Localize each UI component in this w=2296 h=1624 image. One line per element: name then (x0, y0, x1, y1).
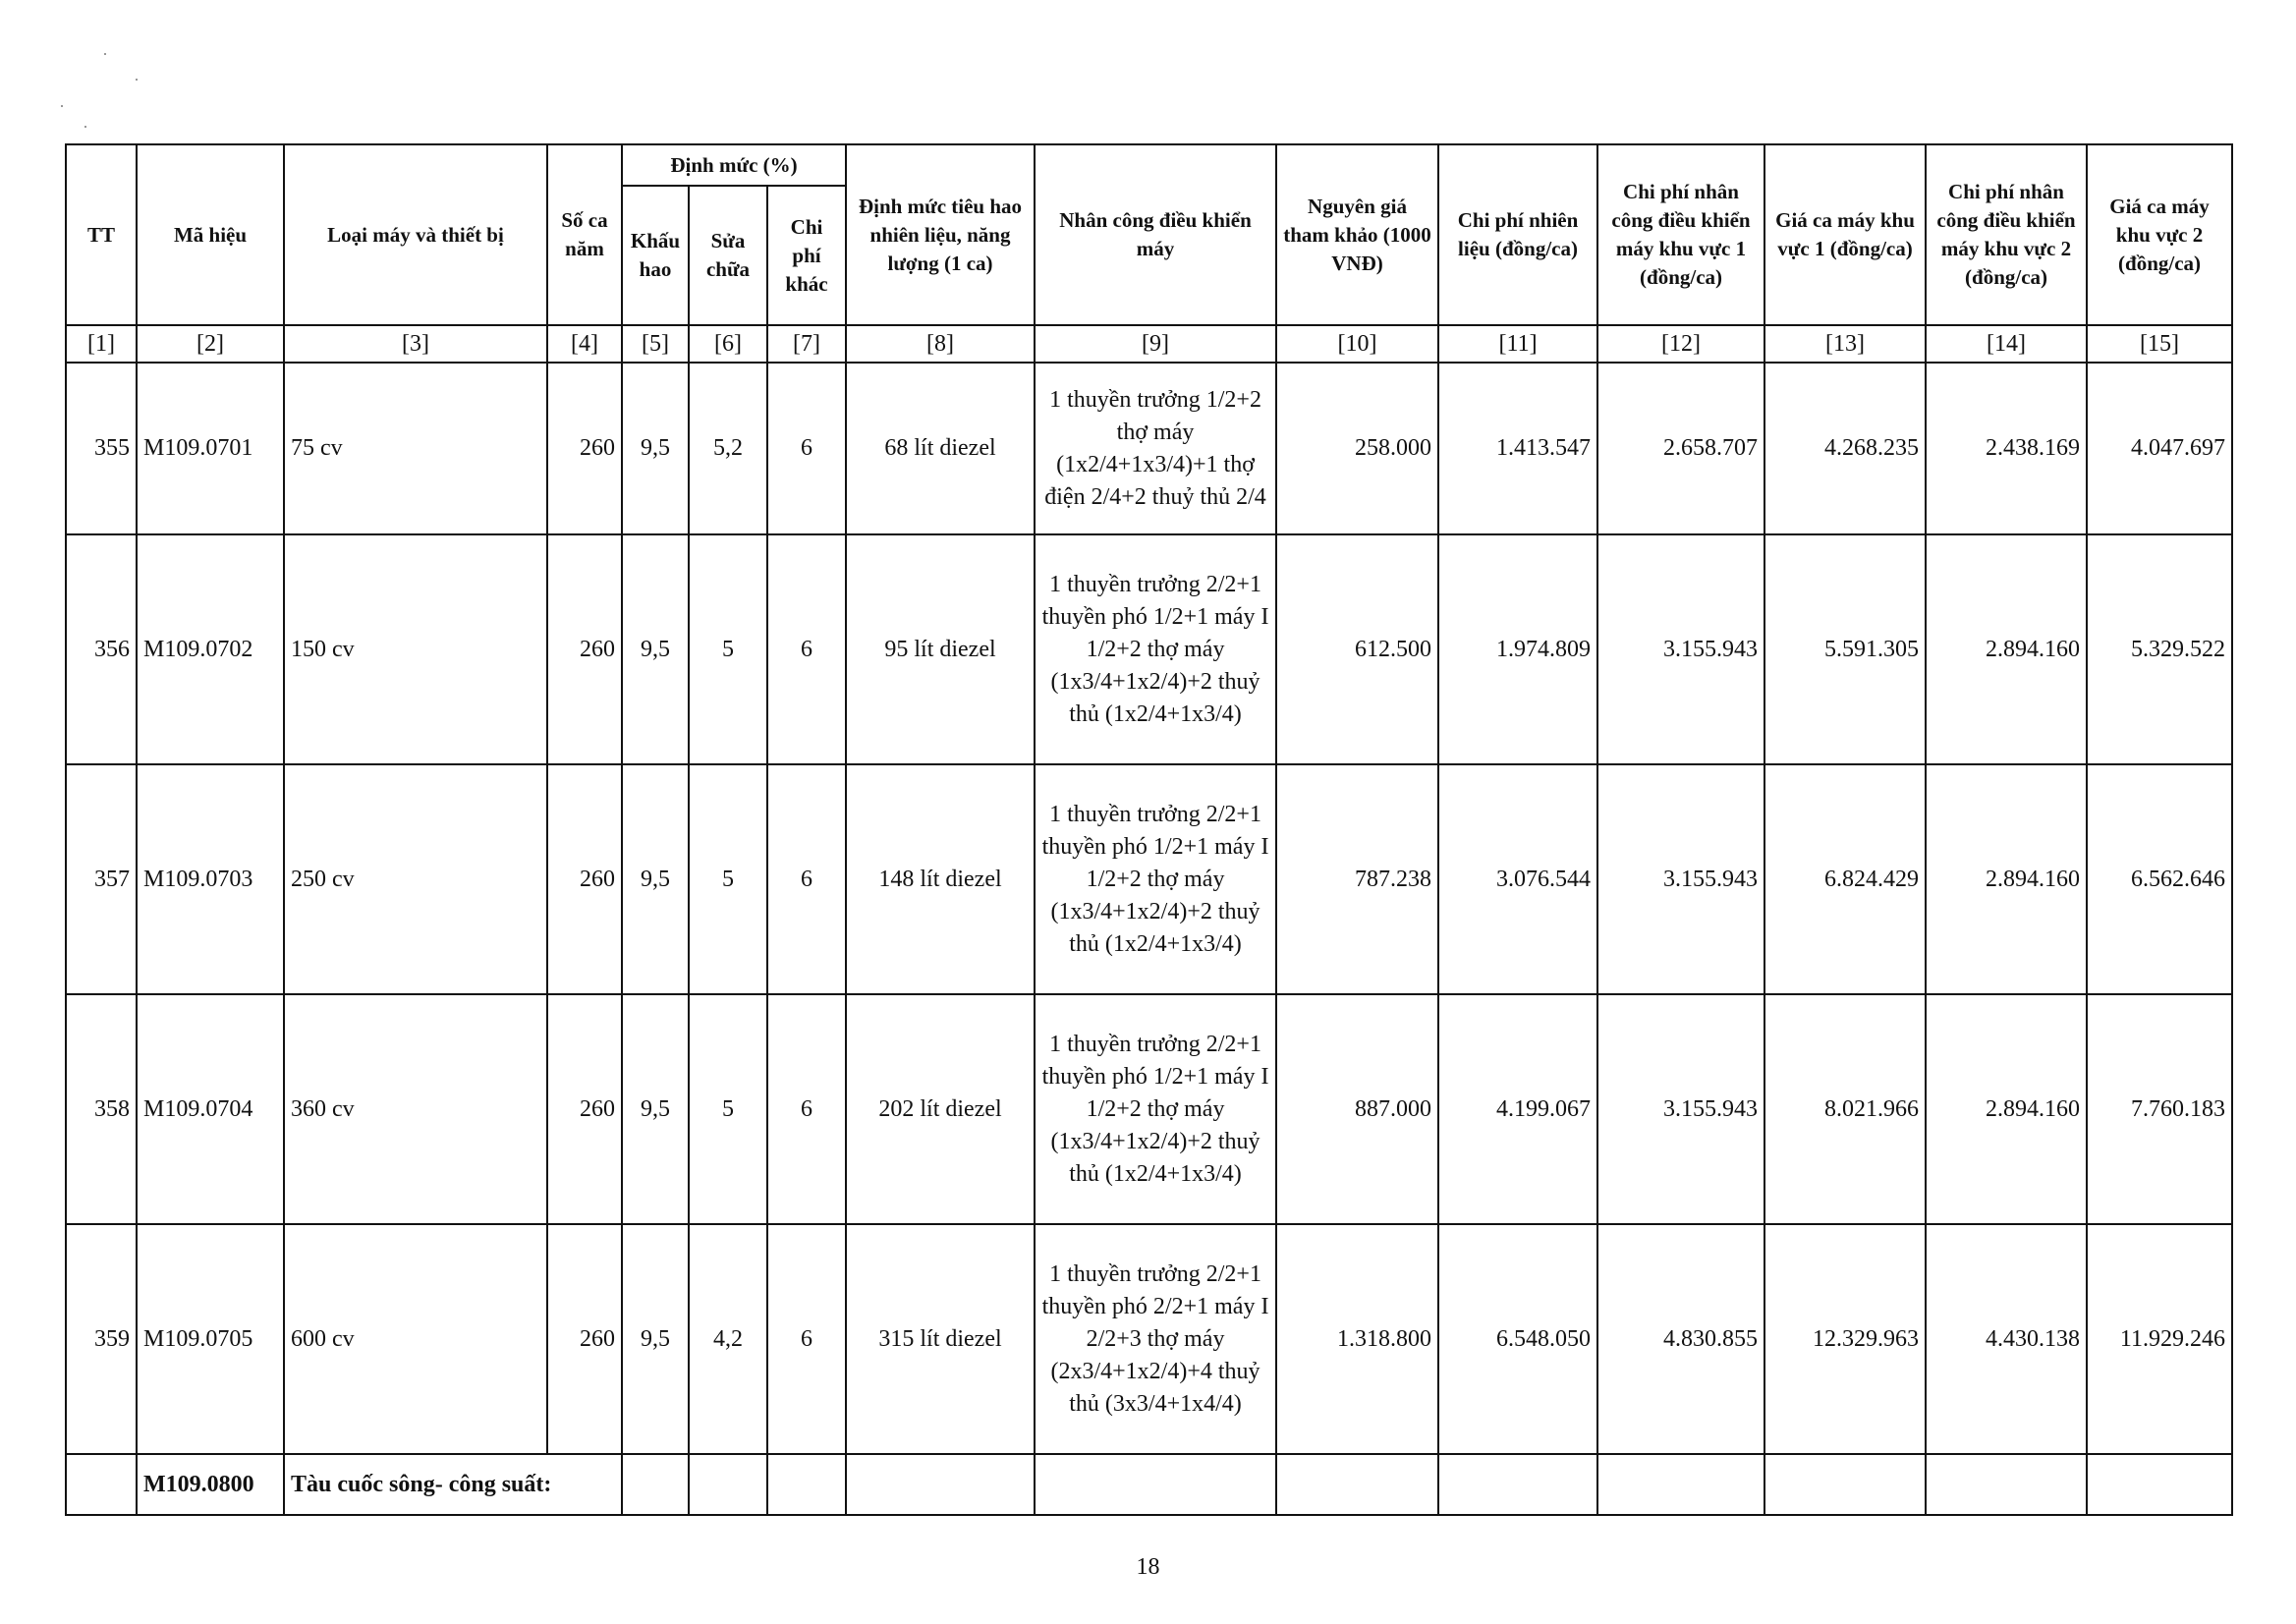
cell-so-ca: 260 (547, 1224, 622, 1454)
cell-loai-may: 75 cv (284, 363, 547, 534)
cell-dinh-muc-nhien-lieu: 95 lít diezel (846, 534, 1035, 764)
cell-gia-ca-kv2: 7.760.183 (2087, 994, 2232, 1224)
cell-empty (767, 1454, 846, 1515)
header-ma-hieu: Mã hiệu (137, 144, 284, 325)
header-dinh-muc-group: Định mức (%) (622, 144, 846, 186)
header-chi-phi-khac: Chi phí khác (767, 186, 846, 325)
group-title: Tàu cuốc sông- công suất: (284, 1454, 622, 1515)
cell-gia-ca-kv2: 5.329.522 (2087, 534, 2232, 764)
group-ma-hieu: M109.0800 (137, 1454, 284, 1515)
col-index: [14] (1926, 325, 2087, 363)
header-gia-ca-kv1: Giá ca máy khu vực 1 (đồng/ca) (1764, 144, 1926, 325)
cell-dinh-muc-nhien-lieu: 68 lít diezel (846, 363, 1035, 534)
cell-nguyen-gia: 787.238 (1276, 764, 1438, 994)
cell-empty (689, 1454, 767, 1515)
cell-nhan-cong-kv2: 2.894.160 (1926, 534, 2087, 764)
cell-so-ca: 260 (547, 363, 622, 534)
machine-price-table (65, 143, 2233, 1516)
cell-empty (1764, 1454, 1926, 1515)
cell-gia-ca-kv2: 4.047.697 (2087, 363, 2232, 534)
col-index: [9] (1035, 325, 1276, 363)
cell-sua-chua: 5 (689, 534, 767, 764)
cell-chi-phi-nhien-lieu: 1.974.809 (1438, 534, 1597, 764)
col-index: [7] (767, 325, 846, 363)
cell-gia-ca-kv2: 11.929.246 (2087, 1224, 2232, 1454)
cell-nhan-cong-kv2: 2.894.160 (1926, 764, 2087, 994)
cell-chi-phi-nhien-lieu: 3.076.544 (1438, 764, 1597, 994)
cell-empty (1926, 1454, 2087, 1515)
header-nhan-cong-kv2: Chi phí nhân công điều khiển máy khu vực 2 (đồng/ca) (1926, 144, 2087, 325)
cell-khau-hao: 9,5 (622, 363, 689, 534)
cell-gia-ca-kv1: 4.268.235 (1764, 363, 1926, 534)
cell-empty (846, 1454, 1035, 1515)
cell-nguyen-gia: 258.000 (1276, 363, 1438, 534)
col-index: [8] (846, 325, 1035, 363)
col-index: [13] (1764, 325, 1926, 363)
scan-speck (136, 79, 138, 81)
header-gia-ca-kv2: Giá ca máy khu vực 2 (đồng/ca) (2087, 144, 2232, 325)
cell-so-ca: 260 (547, 534, 622, 764)
cell-nhan-cong: 1 thuyền trưởng 2/2+1 thuyền phó 2/2+1 máy I 2/2+3 thợ máy (2x3/4+1x2/4)+4 thuỷ thủ (3x3/4+1x4/4) (1035, 1224, 1276, 1454)
cell-chi-phi-khac: 6 (767, 363, 846, 534)
table-row (66, 764, 2232, 994)
cell-empty (1597, 1454, 1764, 1515)
table-row (66, 363, 2232, 534)
col-index: [15] (2087, 325, 2232, 363)
cell-chi-phi-khac: 6 (767, 534, 846, 764)
scan-speck (61, 105, 63, 107)
cell-khau-hao: 9,5 (622, 994, 689, 1224)
col-index: [5] (622, 325, 689, 363)
cell-empty (622, 1454, 689, 1515)
header-loai-may: Loại máy và thiết bị (284, 144, 547, 325)
cell-dinh-muc-nhien-lieu: 315 lít diezel (846, 1224, 1035, 1454)
cell-loai-may: 600 cv (284, 1224, 547, 1454)
group-row (66, 1454, 2232, 1515)
cell-empty (2087, 1454, 2232, 1515)
cell-tt: 355 (66, 363, 137, 534)
cell-nhan-cong-kv1: 4.830.855 (1597, 1224, 1764, 1454)
col-index: [11] (1438, 325, 1597, 363)
table-row (66, 534, 2232, 764)
cell-nhan-cong-kv1: 3.155.943 (1597, 534, 1764, 764)
cell-nguyen-gia: 887.000 (1276, 994, 1438, 1224)
cell-nhan-cong-kv1: 3.155.943 (1597, 994, 1764, 1224)
cell-empty (66, 1454, 137, 1515)
cell-sua-chua: 5 (689, 994, 767, 1224)
cell-gia-ca-kv1: 6.824.429 (1764, 764, 1926, 994)
cell-empty (1438, 1454, 1597, 1515)
col-index: [10] (1276, 325, 1438, 363)
header-chi-phi-nhien-lieu: Chi phí nhiên liệu (đồng/ca) (1438, 144, 1597, 325)
cell-ma-hieu: M109.0703 (137, 764, 284, 994)
cell-sua-chua: 5 (689, 764, 767, 994)
cell-tt: 359 (66, 1224, 137, 1454)
cell-so-ca: 260 (547, 994, 622, 1224)
header-khau-hao: Khấu hao (622, 186, 689, 325)
cell-ma-hieu: M109.0702 (137, 534, 284, 764)
header-so-ca-nam: Số ca năm (547, 144, 622, 325)
cell-gia-ca-kv1: 5.591.305 (1764, 534, 1926, 764)
cell-tt: 356 (66, 534, 137, 764)
table-row (66, 994, 2232, 1224)
cell-khau-hao: 9,5 (622, 534, 689, 764)
cell-chi-phi-khac: 6 (767, 1224, 846, 1454)
cell-chi-phi-nhien-lieu: 1.413.547 (1438, 363, 1597, 534)
cell-gia-ca-kv2: 6.562.646 (2087, 764, 2232, 994)
cell-empty (1035, 1454, 1276, 1515)
header-sua-chua: Sửa chữa (689, 186, 767, 325)
page-number: 18 (1136, 1554, 1160, 1580)
cell-gia-ca-kv1: 12.329.963 (1764, 1224, 1926, 1454)
cell-nguyen-gia: 1.318.800 (1276, 1224, 1438, 1454)
cell-chi-phi-khac: 6 (767, 764, 846, 994)
cell-tt: 357 (66, 764, 137, 994)
col-index: [3] (284, 325, 547, 363)
cell-nguyen-gia: 612.500 (1276, 534, 1438, 764)
cell-nhan-cong-kv1: 2.658.707 (1597, 363, 1764, 534)
cell-nhan-cong-kv2: 4.430.138 (1926, 1224, 2087, 1454)
cell-chi-phi-nhien-lieu: 6.548.050 (1438, 1224, 1597, 1454)
table-row (66, 1224, 2232, 1454)
header-tt: TT (66, 144, 137, 325)
cell-ma-hieu: M109.0705 (137, 1224, 284, 1454)
cell-dinh-muc-nhien-lieu: 148 lít diezel (846, 764, 1035, 994)
cell-nhan-cong-kv2: 2.438.169 (1926, 363, 2087, 534)
col-index: [1] (66, 325, 137, 363)
cell-nhan-cong: 1 thuyền trưởng 2/2+1 thuyền phó 1/2+1 máy I 1/2+2 thợ máy (1x3/4+1x2/4)+2 thuỷ thủ (1x2/4+1x3/4) (1035, 764, 1276, 994)
cell-khau-hao: 9,5 (622, 764, 689, 994)
cell-nhan-cong-kv2: 2.894.160 (1926, 994, 2087, 1224)
cell-nhan-cong: 1 thuyền trưởng 2/2+1 thuyền phó 1/2+1 máy I 1/2+2 thợ máy (1x3/4+1x2/4)+2 thuỷ thủ (1x2/4+1x3/4) (1035, 534, 1276, 764)
cell-dinh-muc-nhien-lieu: 202 lít diezel (846, 994, 1035, 1224)
cell-nhan-cong: 1 thuyền trưởng 1/2+2 thợ máy (1x2/4+1x3/4)+1 thợ điện 2/4+2 thuỷ thủ 2/4 (1035, 363, 1276, 534)
cell-empty (1276, 1454, 1438, 1515)
header-dinh-muc-nhien-lieu: Định mức tiêu hao nhiên liệu, năng lượng (1 ca) (846, 144, 1035, 325)
cell-sua-chua: 4,2 (689, 1224, 767, 1454)
cell-ma-hieu: M109.0704 (137, 994, 284, 1224)
scan-speck (84, 126, 86, 128)
scan-speck (104, 53, 106, 55)
column-index-row (66, 325, 2232, 363)
cell-khau-hao: 9,5 (622, 1224, 689, 1454)
cell-tt: 358 (66, 994, 137, 1224)
cell-chi-phi-khac: 6 (767, 994, 846, 1224)
cell-sua-chua: 5,2 (689, 363, 767, 534)
cell-chi-phi-nhien-lieu: 4.199.067 (1438, 994, 1597, 1224)
header-nhan-cong-kv1: Chi phí nhân công điều khiển máy khu vực 1 (đồng/ca) (1597, 144, 1764, 325)
col-index: [6] (689, 325, 767, 363)
col-index: [2] (137, 325, 284, 363)
col-index: [4] (547, 325, 622, 363)
cell-nhan-cong-kv1: 3.155.943 (1597, 764, 1764, 994)
cell-loai-may: 250 cv (284, 764, 547, 994)
header-nhan-cong: Nhân công điều khiển máy (1035, 144, 1276, 325)
cell-nhan-cong: 1 thuyền trưởng 2/2+1 thuyền phó 1/2+1 máy I 1/2+2 thợ máy (1x3/4+1x2/4)+2 thuỷ thủ (1x2/4+1x3/4) (1035, 994, 1276, 1224)
header-nguyen-gia: Nguyên giá tham khảo (1000 VNĐ) (1276, 144, 1438, 325)
cell-ma-hieu: M109.0701 (137, 363, 284, 534)
col-index: [12] (1597, 325, 1764, 363)
cell-gia-ca-kv1: 8.021.966 (1764, 994, 1926, 1224)
cell-so-ca: 260 (547, 764, 622, 994)
cell-loai-may: 360 cv (284, 994, 547, 1224)
cell-loai-may: 150 cv (284, 534, 547, 764)
